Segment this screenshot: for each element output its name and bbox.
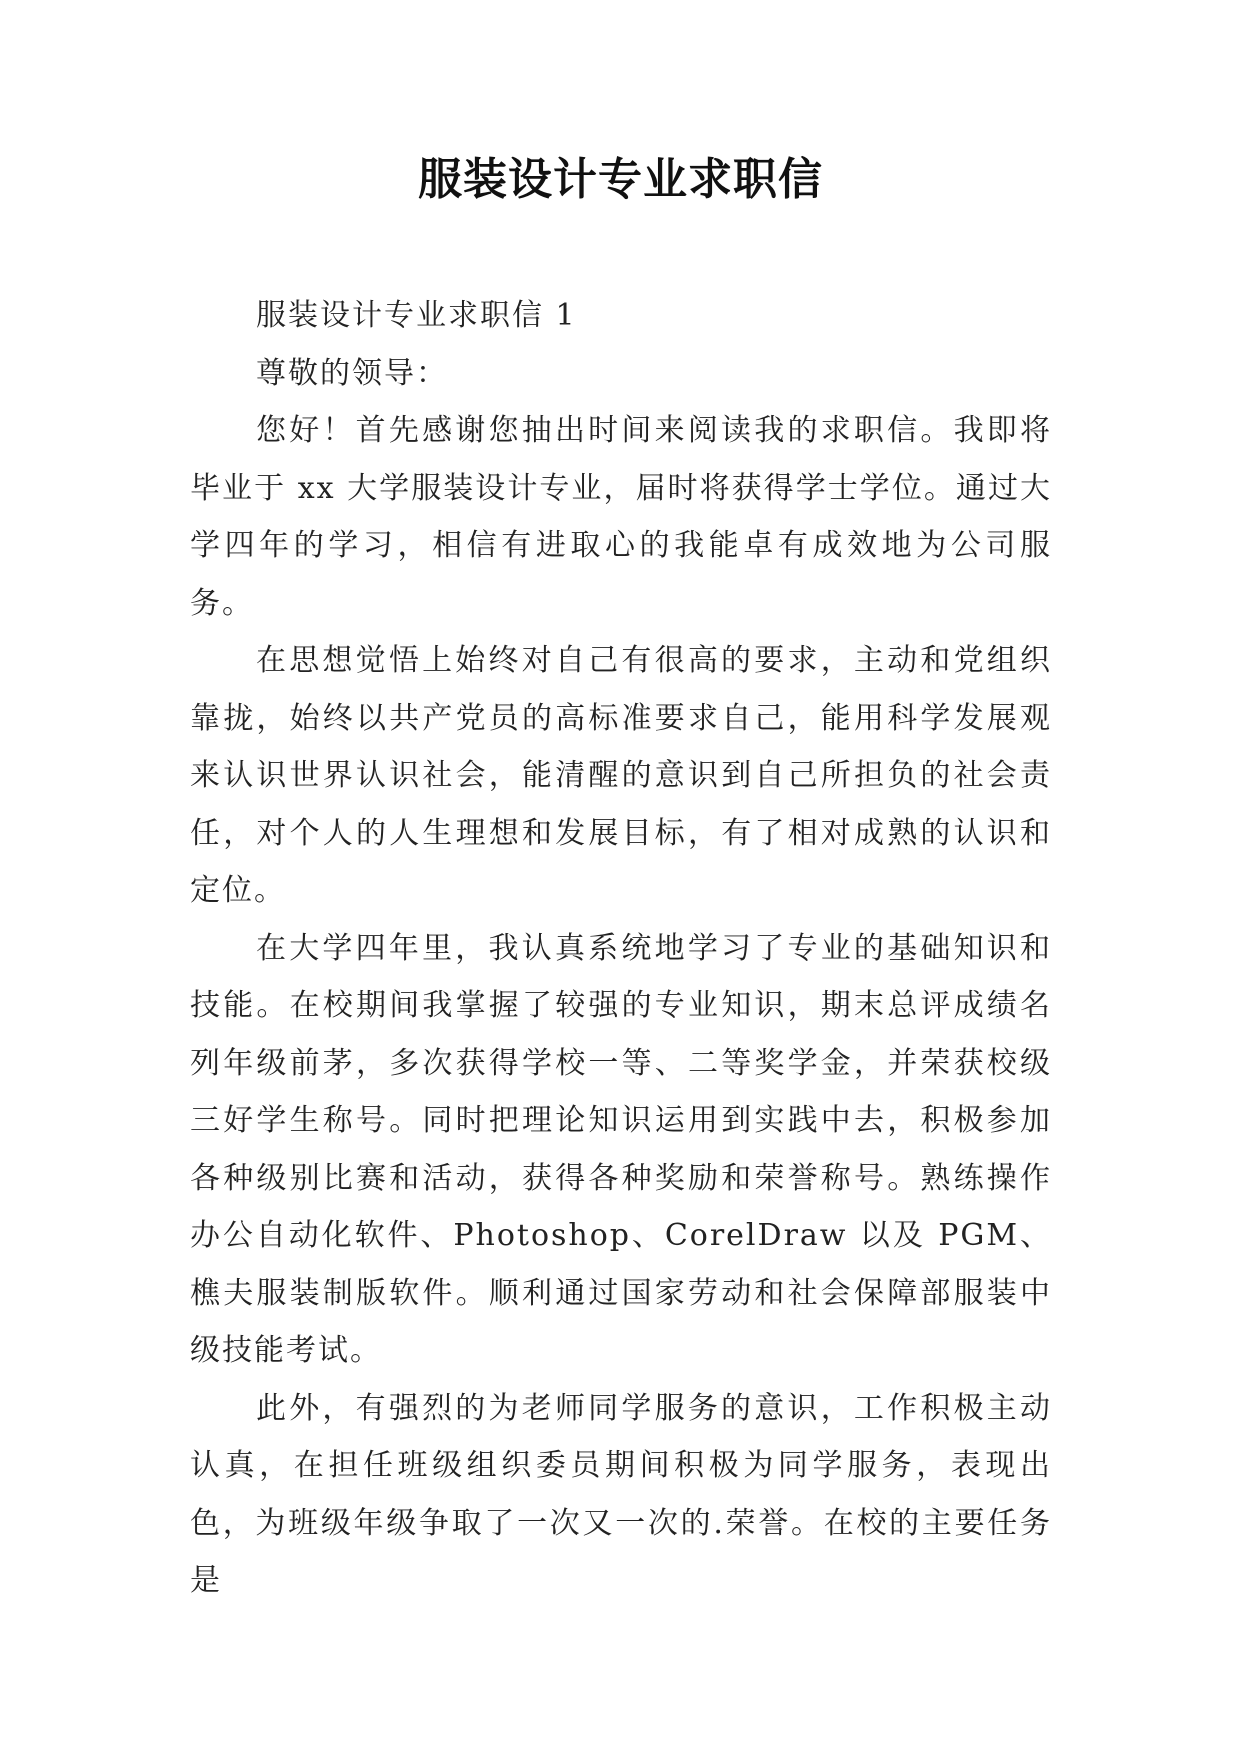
paragraph-study: 在大学四年里，我认真系统地学习了专业的基础知识和技能。在校期间我掌握了较强的专业知识，期末总评成绩名列年级前茅，多次获得学校一等、二等奖学金，并荣获校级三好学生称号。同时把理论知识运用到实践中去，积极参加各种级别比赛和活动，获得各种奖励和荣誉称号。熟练操作办公自动化软件、Photoshop、CorelDraw 以及 PGM、樵夫服装制版软件。顺利通过国家劳动和社会保障部服装中级技能考试。 <box>190 930 1052 1368</box>
page-title: 服装设计专业求职信 <box>418 154 823 205</box>
letter-heading: 服装设计专业求职信 1 <box>256 298 577 333</box>
paragraph-ideology: 在思想觉悟上始终对自己有很高的要求，主动和党组织靠拢，始终以共产党员的高标准要求自己，能用科学发展观来认识世界认识社会，能清醒的意识到自己所担负的社会责任，对个人的人生理想和发展目标，有了相对成熟的认识和定位。 <box>190 643 1052 908</box>
salutation: 尊敬的领导： <box>256 355 448 391</box>
paragraph-service: 此外，有强烈的为老师同学服务的意识，工作积极主动认真，在担任班级组织委员期间积极为同学服务，表现出色，为班级年级争取了一次又一次的.荣誉。在校的主要任务是 <box>190 1390 1052 1598</box>
letter-body <box>190 287 1052 1610</box>
paragraph-intro: 您好！首先感谢您抽出时间来阅读我的求职信。我即将毕业于 xx 大学服装设计专业，届时将获得学士学位。通过大学四年的学习，相信有进取心的我能卓有成效地为公司服务。 <box>190 413 1052 621</box>
